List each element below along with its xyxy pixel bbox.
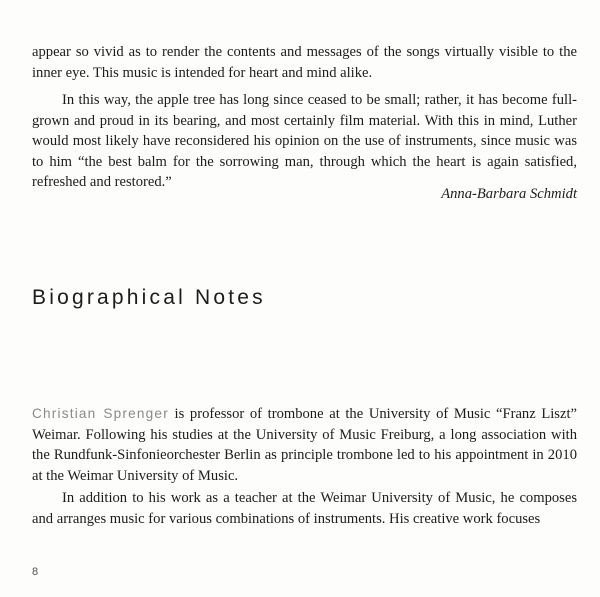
person-name: Christian Sprenger xyxy=(32,406,169,421)
page-number: 8 xyxy=(32,566,39,578)
essay-paragraph-2: In this way, the apple tree has long since ceased to be small; rather, it has become full-grown and proud in its bearing, and most certainly film material. With this in mind, Luther would most likely have reconsidered his opinion on the use of instruments, since music was to him “the best balm for the sorrowing man, through which the heart is again satisfied, refreshed and restored.” xyxy=(32,92,577,190)
section-heading: Biographical Notes xyxy=(32,286,266,309)
bio-paragraph-1-text: is professor of trombone at the University of Music “Franz Liszt” Weimar. Following his studies at the University of Music Freiburg, a long association with the Rundfunk-Sinfonieorchester Berlin as principle trombone led to his appointment in 2010 at the Weimar University of Music. xyxy=(32,406,577,484)
bio-paragraph-2: In addition to his work as a teacher at the Weimar University of Music, he composes and arranges music for various combinations of instruments. His creative work focuses xyxy=(32,490,577,527)
author-signature: Anna-Barbara Schmidt xyxy=(441,186,577,202)
essay-paragraph-1: appear so vivid as to render the contents and messages of the songs virtually visible to the inner eye. This music is intended for heart and mind alike. xyxy=(32,44,577,81)
bio-paragraph-1 xyxy=(32,404,577,486)
